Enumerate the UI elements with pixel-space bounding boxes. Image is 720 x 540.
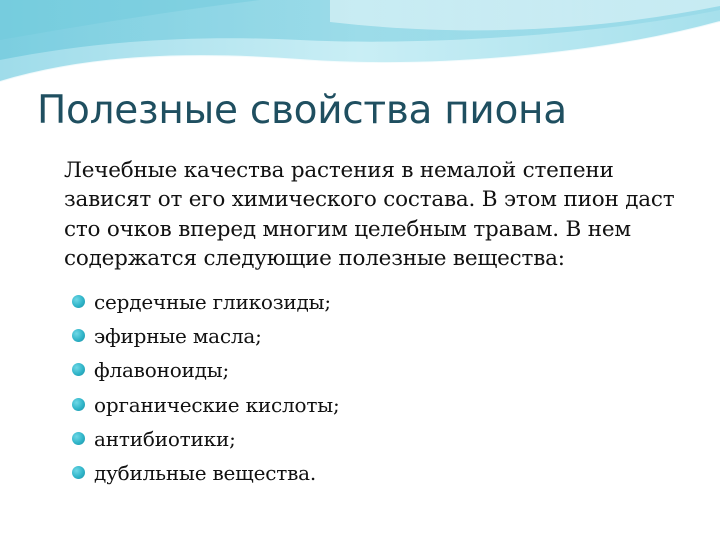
bullet-dot-icon bbox=[72, 329, 85, 342]
list-item-text: органические кислоты; bbox=[94, 392, 340, 417]
list-item bbox=[72, 425, 340, 459]
list-item bbox=[72, 459, 340, 493]
list-item bbox=[72, 322, 340, 356]
slide-title: Полезные свойства пиона bbox=[37, 88, 567, 133]
list-item-text: дубильные вещества. bbox=[94, 460, 317, 485]
bullet-dot-icon bbox=[72, 295, 85, 308]
bullet-dot-icon bbox=[72, 466, 85, 479]
list-item-text: флавоноиды; bbox=[94, 358, 230, 383]
list-item-text: антибиотики; bbox=[94, 426, 236, 451]
list-item bbox=[72, 356, 340, 390]
bullet-dot-icon bbox=[72, 363, 85, 376]
intro-paragraph: Лечебные качества растения в немалой степени зависят от его химического состава. В этом пион даст сто очков вперед многим целебным травам. В нем содержатся следующие полезные вещества: bbox=[64, 158, 675, 271]
list-item-text: эфирные масла; bbox=[94, 324, 262, 349]
bullet-dot-icon bbox=[72, 398, 85, 411]
list-item-text: сердечные гликозиды; bbox=[94, 290, 331, 314]
list-item bbox=[72, 288, 340, 322]
substances-list bbox=[72, 288, 340, 493]
bullet-dot-icon bbox=[72, 432, 85, 445]
header-wave-decoration bbox=[0, 0, 720, 100]
list-item bbox=[72, 391, 340, 425]
